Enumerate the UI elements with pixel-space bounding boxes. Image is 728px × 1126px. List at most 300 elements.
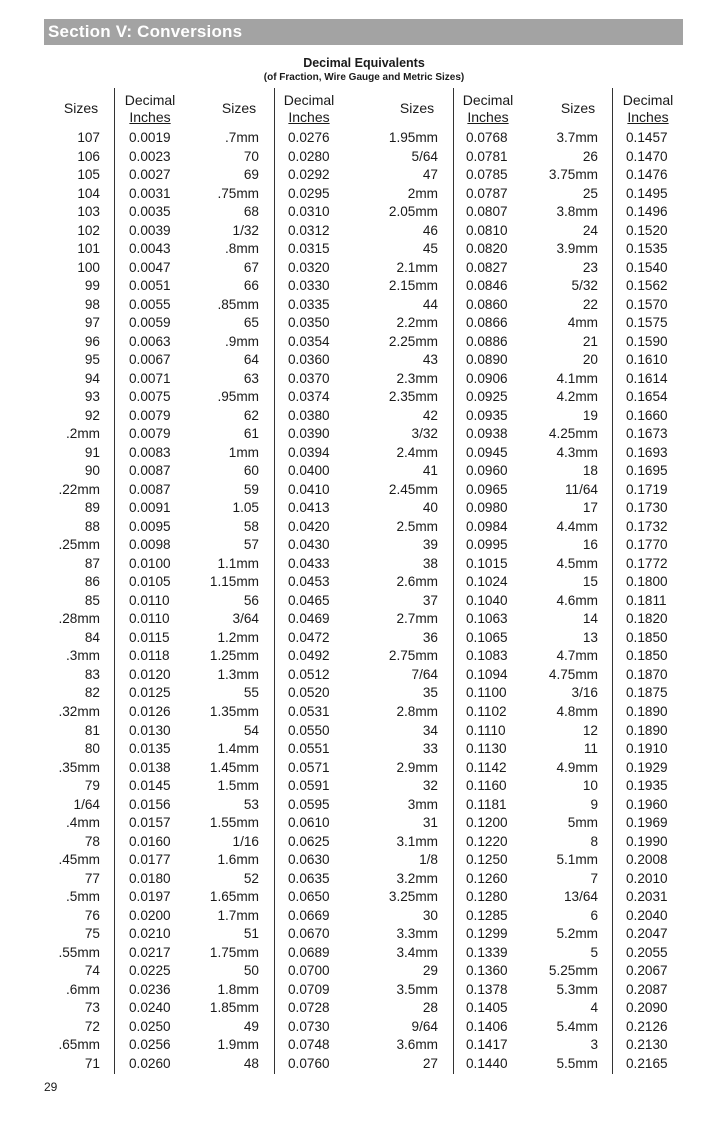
decimal-header-line1: Decimal bbox=[124, 92, 176, 108]
column-divider bbox=[274, 88, 275, 1074]
decimal-cell: 0.1520 bbox=[626, 222, 668, 238]
decimal-cell: 0.0280 bbox=[288, 148, 330, 164]
decimal-cell: 0.1110 bbox=[466, 722, 506, 738]
decimal-cell: 0.1040 bbox=[466, 592, 508, 608]
size-cell: 4mm bbox=[567, 315, 598, 331]
size-cell: 1/16 bbox=[232, 833, 259, 849]
decimal-cell: 0.1990 bbox=[626, 833, 668, 849]
decimal-cell: 0.1260 bbox=[466, 870, 508, 886]
decimal-cell: 0.0115 bbox=[129, 629, 170, 645]
decimal-cell: 0.0354 bbox=[288, 333, 330, 349]
decimal-cell: 0.1910 bbox=[626, 741, 668, 757]
decimal-cell: 0.0160 bbox=[129, 833, 171, 849]
decimal-cell: 0.1094 bbox=[466, 666, 508, 682]
size-cell: 97 bbox=[84, 315, 100, 331]
size-cell: 5.2mm bbox=[556, 926, 598, 942]
decimal-cell: 0.0063 bbox=[129, 333, 171, 349]
decimal-cell: 0.0067 bbox=[129, 352, 171, 368]
decimal-cell: 0.1142 bbox=[466, 759, 507, 775]
decimal-cell: 0.0433 bbox=[288, 555, 330, 571]
sizes-header: Sizes bbox=[63, 100, 99, 116]
decimal-cell: 0.0810 bbox=[466, 222, 508, 238]
size-cell: 2.15mm bbox=[388, 278, 438, 294]
decimal-cell: 0.1850 bbox=[626, 648, 668, 664]
size-cell: .28mm bbox=[58, 611, 100, 627]
decimal-cell: 0.0315 bbox=[288, 241, 330, 257]
decimal-cell: 0.1181 bbox=[466, 796, 507, 812]
decimal-cell: 0.2008 bbox=[626, 852, 668, 868]
size-cell: 1.75mm bbox=[209, 944, 259, 960]
size-cell: 13/64 bbox=[563, 889, 598, 905]
size-cell: 2.1mm bbox=[396, 259, 438, 275]
decimal-cell: 0.0781 bbox=[466, 148, 508, 164]
decimal-header-line2: Inches bbox=[627, 109, 669, 125]
size-cell: 46 bbox=[422, 222, 438, 238]
decimal-cell: 0.0625 bbox=[288, 833, 330, 849]
size-cell: 72 bbox=[84, 1018, 100, 1034]
decimal-cell: 0.1496 bbox=[626, 204, 668, 220]
table-subtitle: (of Fraction, Wire Gauge and Metric Sizes) bbox=[263, 72, 465, 83]
decimal-cell: 0.0465 bbox=[288, 592, 330, 608]
size-cell: 94 bbox=[84, 370, 100, 386]
size-cell: 13 bbox=[582, 629, 598, 645]
decimal-cell: 0.2047 bbox=[626, 926, 668, 942]
decimal-cell: 0.0610 bbox=[288, 815, 330, 831]
decimal-cell: 0.0055 bbox=[129, 296, 171, 312]
size-cell: 1/8 bbox=[419, 852, 438, 868]
decimal-header-line1: Decimal bbox=[622, 92, 674, 108]
size-cell: 4 bbox=[590, 1000, 598, 1016]
decimal-cell: 0.0960 bbox=[466, 463, 508, 479]
decimal-cell: 0.1476 bbox=[626, 167, 668, 183]
size-cell: 4.2mm bbox=[556, 389, 598, 405]
size-cell: 2.4mm bbox=[396, 444, 438, 460]
decimal-cell: 0.0320 bbox=[288, 259, 330, 275]
decimal-cell: 0.0938 bbox=[466, 426, 508, 442]
decimal-header-line1: Decimal bbox=[283, 92, 335, 108]
decimal-cell: 0.0728 bbox=[288, 1000, 330, 1016]
size-cell: 25 bbox=[582, 185, 598, 201]
size-cell: 99 bbox=[84, 278, 100, 294]
size-cell: 32 bbox=[422, 778, 438, 794]
size-cell: 53 bbox=[243, 796, 259, 812]
decimal-cell: 0.2087 bbox=[626, 981, 668, 997]
size-cell: 2.3mm bbox=[396, 370, 438, 386]
size-cell: 42 bbox=[422, 407, 438, 423]
decimal-cell: 0.0925 bbox=[466, 389, 508, 405]
size-cell: 91 bbox=[84, 444, 100, 460]
decimal-cell: 0.0350 bbox=[288, 315, 330, 331]
decimal-cell: 0.0217 bbox=[129, 944, 171, 960]
decimal-cell: 0.1890 bbox=[626, 722, 668, 738]
size-cell: 31 bbox=[422, 815, 438, 831]
decimal-cell: 0.0240 bbox=[129, 1000, 171, 1016]
size-cell: 1.2mm bbox=[217, 629, 259, 645]
size-cell: 48 bbox=[243, 1055, 259, 1071]
size-cell: 79 bbox=[84, 778, 100, 794]
decimal-cell: 0.1063 bbox=[466, 611, 508, 627]
size-cell: 1.1mm bbox=[217, 555, 259, 571]
decimal-cell: 0.0670 bbox=[288, 926, 330, 942]
decimal-cell: 0.1100 bbox=[466, 685, 507, 701]
size-cell: 60 bbox=[243, 463, 259, 479]
decimal-header-line2: Inches bbox=[467, 109, 509, 125]
size-cell: 2.75mm bbox=[388, 648, 438, 664]
decimal-cell: 0.0156 bbox=[129, 796, 171, 812]
size-cell: 2.8mm bbox=[396, 703, 438, 719]
size-cell: 3.3mm bbox=[396, 926, 438, 942]
decimal-cell: 0.0051 bbox=[129, 278, 171, 294]
size-cell: 1.45mm bbox=[209, 759, 259, 775]
decimal-cell: 0.0059 bbox=[129, 315, 171, 331]
decimal-cell: 0.1772 bbox=[626, 555, 668, 571]
decimal-cell: 0.0595 bbox=[288, 796, 330, 812]
decimal-cell: 0.0820 bbox=[466, 241, 508, 257]
sizes-header: Sizes bbox=[221, 100, 257, 116]
size-cell: 2.2mm bbox=[396, 315, 438, 331]
size-cell: 4.75mm bbox=[548, 666, 598, 682]
size-cell: 4.9mm bbox=[556, 759, 598, 775]
size-cell: 106 bbox=[77, 148, 100, 164]
size-cell: 2.35mm bbox=[388, 389, 438, 405]
decimal-cell: 0.2126 bbox=[626, 1018, 668, 1034]
size-cell: 43 bbox=[422, 352, 438, 368]
size-cell: 7/64 bbox=[411, 666, 438, 682]
decimal-cell: 0.0027 bbox=[129, 167, 171, 183]
size-cell: .9mm bbox=[225, 333, 259, 349]
size-cell: 3/64 bbox=[232, 611, 259, 627]
size-cell: 15 bbox=[582, 574, 598, 590]
decimal-cell: 0.0472 bbox=[288, 629, 330, 645]
size-cell: .32mm bbox=[58, 703, 100, 719]
size-cell: 1/64 bbox=[73, 796, 100, 812]
decimal-cell: 0.1299 bbox=[466, 926, 508, 942]
decimal-cell: 0.0420 bbox=[288, 518, 330, 534]
decimal-cell: 0.0413 bbox=[288, 500, 330, 516]
size-cell: 3.7mm bbox=[556, 130, 598, 145]
size-cell: 81 bbox=[84, 722, 100, 738]
decimal-cell: 0.0700 bbox=[288, 963, 330, 979]
size-cell: 51 bbox=[243, 926, 259, 942]
sizes-column bbox=[376, 129, 438, 1073]
decimal-cell: 0.0292 bbox=[288, 167, 330, 183]
sizes-column bbox=[40, 129, 100, 1073]
size-cell: 40 bbox=[422, 500, 438, 516]
size-cell: 14 bbox=[582, 611, 598, 627]
size-cell: 19 bbox=[582, 407, 598, 423]
size-cell: .8mm bbox=[225, 241, 259, 257]
decimal-cell: 0.0846 bbox=[466, 278, 508, 294]
size-cell: 86 bbox=[84, 574, 100, 590]
decimal-cell: 0.2055 bbox=[626, 944, 668, 960]
table-title: Decimal Equivalents bbox=[303, 56, 425, 70]
decimal-cell: 0.1285 bbox=[466, 907, 508, 923]
decimal-cell: 0.0210 bbox=[129, 926, 171, 942]
size-cell: 4.1mm bbox=[556, 370, 598, 386]
size-cell: 21 bbox=[582, 333, 598, 349]
column-divider bbox=[114, 88, 115, 1074]
decimal-cell: 0.0100 bbox=[129, 555, 171, 571]
decimal-cell: 0.0023 bbox=[129, 148, 171, 164]
decimal-cell: 0.0079 bbox=[129, 407, 171, 423]
size-cell: 55 bbox=[243, 685, 259, 701]
size-cell: 3.75mm bbox=[548, 167, 598, 183]
size-cell: 33 bbox=[422, 741, 438, 757]
decimal-header-line2: Inches bbox=[129, 109, 171, 125]
decimal-cell: 0.0492 bbox=[288, 648, 330, 664]
decimal-cell: 0.0236 bbox=[129, 981, 171, 997]
decimal-cell: 0.2010 bbox=[626, 870, 668, 886]
size-cell: 1.8mm bbox=[217, 981, 259, 997]
decimal-cell: 0.1015 bbox=[466, 555, 508, 571]
size-cell: 4.5mm bbox=[556, 555, 598, 571]
size-cell: 45 bbox=[422, 241, 438, 257]
size-cell: 39 bbox=[422, 537, 438, 553]
size-cell: 38 bbox=[422, 555, 438, 571]
size-cell: 69 bbox=[243, 167, 259, 183]
size-cell: 104 bbox=[77, 185, 100, 201]
size-cell: 2.7mm bbox=[396, 611, 438, 627]
size-cell: 4.8mm bbox=[556, 703, 598, 719]
size-cell: 73 bbox=[84, 1000, 100, 1016]
decimal-cell: 0.0550 bbox=[288, 722, 330, 738]
size-cell: 5mm bbox=[567, 815, 598, 831]
size-cell: 76 bbox=[84, 907, 100, 923]
decimal-cell: 0.1719 bbox=[626, 481, 668, 497]
decimal-cell: 0.0980 bbox=[466, 500, 508, 516]
size-cell: 4.6mm bbox=[556, 592, 598, 608]
size-cell: 3.6mm bbox=[396, 1037, 438, 1053]
decimal-cell: 0.0138 bbox=[129, 759, 171, 775]
size-cell: 28 bbox=[422, 1000, 438, 1016]
size-cell: 75 bbox=[84, 926, 100, 942]
decimal-cell: 0.0087 bbox=[129, 463, 171, 479]
decimal-cell: 0.1130 bbox=[466, 741, 507, 757]
size-cell: 11 bbox=[583, 741, 598, 757]
size-cell: 77 bbox=[84, 870, 100, 886]
size-cell: 5/32 bbox=[571, 278, 598, 294]
size-cell: 3 bbox=[590, 1037, 598, 1053]
size-cell: 58 bbox=[243, 518, 259, 534]
size-cell: 10 bbox=[582, 778, 598, 794]
size-cell: 66 bbox=[243, 278, 259, 294]
decimal-cell: 0.0760 bbox=[288, 1055, 330, 1071]
size-cell: 4.4mm bbox=[556, 518, 598, 534]
decimal-cell: 0.1160 bbox=[466, 778, 507, 794]
size-cell: 4.7mm bbox=[556, 648, 598, 664]
decimal-cell: 0.1540 bbox=[626, 259, 668, 275]
decimal-cell: 0.0177 bbox=[129, 852, 171, 868]
size-cell: 37 bbox=[422, 592, 438, 608]
size-cell: .6mm bbox=[66, 981, 100, 997]
decimal-cell: 0.2040 bbox=[626, 907, 668, 923]
size-cell: 62 bbox=[243, 407, 259, 423]
size-cell: 34 bbox=[422, 722, 438, 738]
decimal-cell: 0.0995 bbox=[466, 537, 508, 553]
size-cell: 1/32 bbox=[232, 222, 259, 238]
size-cell: .35mm bbox=[58, 759, 100, 775]
size-cell: 1.7mm bbox=[217, 907, 259, 923]
decimal-cell: 0.1890 bbox=[626, 703, 668, 719]
column-divider bbox=[612, 88, 613, 1074]
decimal-cell: 0.0886 bbox=[466, 333, 508, 349]
decimal-cell: 0.2165 bbox=[626, 1055, 668, 1071]
sizes-header: Sizes bbox=[560, 100, 596, 116]
decimal-cell: 0.0120 bbox=[129, 666, 171, 682]
size-cell: 93 bbox=[84, 389, 100, 405]
size-cell: 82 bbox=[84, 685, 100, 701]
size-cell: 5.25mm bbox=[548, 963, 598, 979]
decimal-cell: 0.0130 bbox=[129, 722, 171, 738]
decimal-cell: 0.0095 bbox=[129, 518, 171, 534]
size-cell: 36 bbox=[422, 629, 438, 645]
decimal-cell: 0.0110 bbox=[129, 611, 170, 627]
decimal-cell: 0.0768 bbox=[466, 130, 508, 145]
size-cell: 88 bbox=[84, 518, 100, 534]
size-cell: 3.4mm bbox=[396, 944, 438, 960]
size-cell: 1mm bbox=[228, 444, 259, 460]
decimal-cell: 0.0984 bbox=[466, 518, 508, 534]
size-cell: 3.25mm bbox=[388, 889, 438, 905]
sizes-header: Sizes bbox=[399, 100, 435, 116]
size-cell: 2.45mm bbox=[388, 481, 438, 497]
decimal-cell: 0.2067 bbox=[626, 963, 668, 979]
decimal-cell: 0.1673 bbox=[626, 426, 668, 442]
section-title: Section V: Conversions bbox=[48, 22, 243, 41]
size-cell: 9/64 bbox=[411, 1018, 438, 1034]
decimal-cell: 0.1339 bbox=[466, 944, 508, 960]
decimal-cell: 0.0071 bbox=[129, 370, 171, 386]
size-cell: 41 bbox=[422, 463, 438, 479]
size-cell: 26 bbox=[582, 148, 598, 164]
size-cell: 1.95mm bbox=[388, 130, 438, 145]
decimal-cell: 0.0135 bbox=[129, 741, 171, 757]
decimal-cell: 0.1417 bbox=[466, 1037, 508, 1053]
decimal-cell: 0.1660 bbox=[626, 407, 668, 423]
decimal-cell: 0.1730 bbox=[626, 500, 668, 516]
decimal-cell: 0.1929 bbox=[626, 759, 668, 775]
decimal-cell: 0.1695 bbox=[626, 463, 668, 479]
decimal-cell: 0.0571 bbox=[288, 759, 330, 775]
decimal-cell: 0.0312 bbox=[288, 222, 330, 238]
size-cell: 78 bbox=[84, 833, 100, 849]
decimal-cell: 0.0035 bbox=[129, 204, 171, 220]
size-cell: .85mm bbox=[217, 296, 259, 312]
decimal-cell: 0.1969 bbox=[626, 815, 668, 831]
size-cell: 96 bbox=[84, 333, 100, 349]
size-cell: 7 bbox=[590, 870, 598, 886]
decimal-cell: 0.0860 bbox=[466, 296, 508, 312]
decimal-cell: 0.0827 bbox=[466, 259, 508, 275]
decimal-cell: 0.1575 bbox=[626, 315, 668, 331]
decimal-cell: 0.0098 bbox=[129, 537, 171, 553]
size-cell: 9 bbox=[590, 796, 598, 812]
decimal-cell: 0.0591 bbox=[288, 778, 330, 794]
size-cell: 87 bbox=[84, 555, 100, 571]
decimal-cell: 0.1870 bbox=[626, 666, 668, 682]
decimal-cell: 0.0906 bbox=[466, 370, 508, 386]
size-cell: 4.3mm bbox=[556, 444, 598, 460]
size-cell: 5/64 bbox=[411, 148, 438, 164]
decimal-cell: 0.0785 bbox=[466, 167, 508, 183]
decimal-cell: 0.1654 bbox=[626, 389, 668, 405]
decimal-cell: 0.0260 bbox=[129, 1055, 171, 1071]
decimal-cell: 0.0531 bbox=[288, 703, 330, 719]
decimal-cell: 0.0630 bbox=[288, 852, 330, 868]
decimal-cell: 0.0039 bbox=[129, 222, 171, 238]
decimal-cell: 0.0157 bbox=[129, 815, 171, 831]
size-cell: 1.55mm bbox=[209, 815, 259, 831]
size-cell: 3/16 bbox=[571, 685, 598, 701]
decimal-cell: 0.0276 bbox=[288, 130, 330, 145]
size-cell: .2mm bbox=[66, 426, 100, 442]
decimal-cell: 0.2130 bbox=[626, 1037, 668, 1053]
decimal-cell: 0.0330 bbox=[288, 278, 330, 294]
page-number: 29 bbox=[44, 1080, 58, 1094]
size-cell: 52 bbox=[243, 870, 259, 886]
decimal-cell: 0.0197 bbox=[129, 889, 171, 905]
decimal-cell: 0.1457 bbox=[626, 130, 668, 145]
size-cell: 2mm bbox=[407, 185, 438, 201]
size-cell: .5mm bbox=[66, 889, 100, 905]
decimal-cell: 0.0105 bbox=[129, 574, 171, 590]
decimal-cell: 0.0087 bbox=[129, 481, 171, 497]
decimal-cell: 0.0370 bbox=[288, 370, 330, 386]
decimal-cell: 0.1495 bbox=[626, 185, 668, 201]
size-cell: 3mm bbox=[407, 796, 438, 812]
size-cell: 4.25mm bbox=[548, 426, 598, 442]
size-cell: .95mm bbox=[217, 389, 259, 405]
decimal-cell: 0.1378 bbox=[466, 981, 508, 997]
decimal-cell: 0.1811 bbox=[626, 592, 667, 608]
decimal-cell: 0.2031 bbox=[626, 889, 668, 905]
decimal-cell: 0.1535 bbox=[626, 241, 668, 257]
decimal-cell: 0.0512 bbox=[288, 666, 330, 682]
size-cell: 1.3mm bbox=[217, 666, 259, 682]
decimal-cell: 0.0866 bbox=[466, 315, 508, 331]
decimal-cell: 0.1280 bbox=[466, 889, 508, 905]
size-cell: 30 bbox=[422, 907, 438, 923]
decimal-cell: 0.1220 bbox=[466, 833, 508, 849]
size-cell: 49 bbox=[243, 1018, 259, 1034]
size-cell: .7mm bbox=[225, 130, 259, 145]
size-cell: .22mm bbox=[58, 481, 100, 497]
decimal-cell: 0.0125 bbox=[129, 685, 171, 701]
size-cell: .75mm bbox=[217, 185, 259, 201]
column-divider bbox=[453, 88, 454, 1074]
decimal-cell: 0.0075 bbox=[129, 389, 171, 405]
size-cell: 85 bbox=[84, 592, 100, 608]
size-cell: .65mm bbox=[58, 1037, 100, 1053]
size-cell: 3.8mm bbox=[556, 204, 598, 220]
decimal-cell: 0.0748 bbox=[288, 1037, 330, 1053]
decimal-column bbox=[466, 129, 526, 1073]
decimal-cell: 0.0890 bbox=[466, 352, 508, 368]
decimal-cell: 0.0250 bbox=[129, 1018, 171, 1034]
size-cell: 71 bbox=[84, 1055, 100, 1071]
size-cell: 5.4mm bbox=[556, 1018, 598, 1034]
size-cell: 102 bbox=[77, 222, 100, 238]
size-cell: 20 bbox=[582, 352, 598, 368]
size-cell: 18 bbox=[582, 463, 598, 479]
size-cell: 3.5mm bbox=[396, 981, 438, 997]
decimal-cell: 0.1250 bbox=[466, 852, 508, 868]
decimal-cell: 0.0380 bbox=[288, 407, 330, 423]
decimal-column bbox=[626, 129, 686, 1073]
decimal-cell: 0.0118 bbox=[129, 648, 170, 664]
decimal-cell: 0.1935 bbox=[626, 778, 668, 794]
size-cell: 65 bbox=[243, 315, 259, 331]
